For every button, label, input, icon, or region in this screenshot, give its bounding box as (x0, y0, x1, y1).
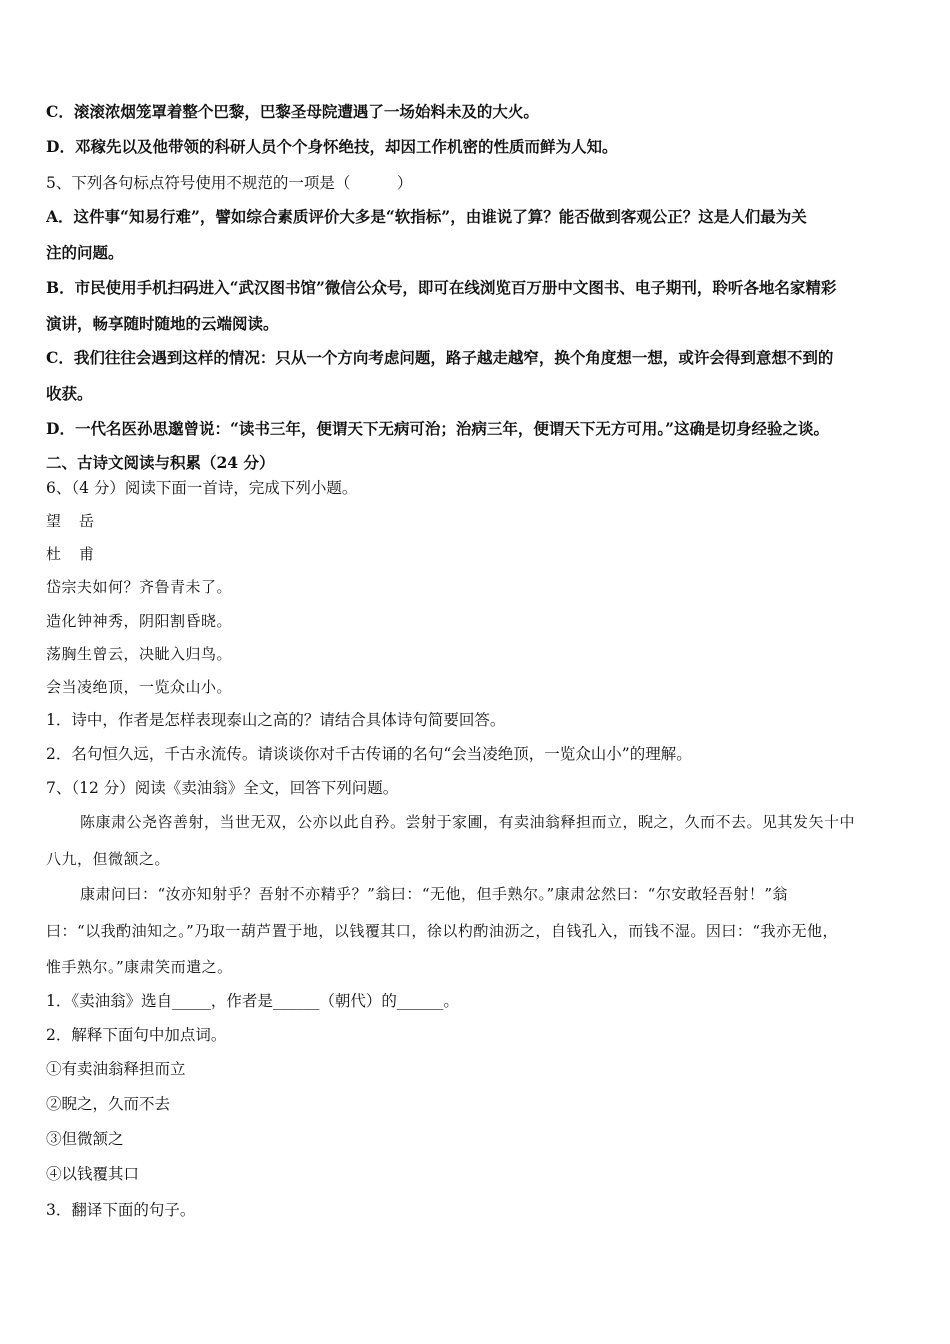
q5-option-d: D．一代名医孙思邈曾说：“读书三年，便谓天下无病可治；治病三年，便谓天下无方可用。”这确是切身经验之谈。 (46, 419, 830, 438)
q5-option-c-line2: 收获。 (46, 384, 93, 403)
q5-option-a-line2: 注的问题。 (46, 243, 124, 262)
q7-item-4: ④以钱覆其口 (46, 1165, 140, 1183)
q5-option-b-line1: B．市民使用手机扫码进入“武汉图书馆”微信公众号，即可在线浏览百万册中文图书、电子期刊，聆听各地名家精彩 (46, 278, 837, 297)
q7-passage-para2-line3: 惟手熟尔。”康肃笑而遣之。 (46, 958, 233, 976)
q7-subquestion-2: 2．解释下面句中加点词。 (46, 1026, 227, 1044)
q6-stem: 6、（4 分）阅读下面一首诗，完成下列小题。 (46, 479, 358, 497)
section2-heading: 二、古诗文阅读与积累（24 分） (46, 453, 275, 472)
q7-passage-para2-line1: 康肃问曰：“汝亦知射乎？吾射不亦精乎？”翁曰：“无他，但手熟尔。”康肃忿然曰：“尔安敢轻吾射！”翁 (80, 885, 789, 903)
q4-option-d: D．邓稼先以及他带领的科研人员个个身怀绝技，却因工作机密的性质而鲜为人知。 (46, 137, 618, 156)
q7-item-2: ②睨之，久而不去 (46, 1095, 171, 1113)
q5-option-b-line2: 演讲，畅享随时随地的云端阅读。 (46, 314, 279, 333)
q7-passage-para1-line1: 陈康肃公尧咨善射，当世无双，公亦以此自矜。尝射于家圃，有卖油翁释担而立，睨之，久而不去。见其发矢十中 (80, 813, 856, 831)
q7-passage-para2-line2: 曰：“以我酌油知之。”乃取一葫芦置于地，以钱覆其口，徐以杓酌油沥之，自钱孔入，而钱不湿。因曰：“我亦无他， (46, 922, 839, 940)
q7-item-3: ③但微颔之 (46, 1130, 124, 1148)
q5-stem: 5、下列各句标点符号使用不规范的一项是（ ） (46, 174, 413, 192)
poem-line-3: 荡胸生曾云，决眦入归鸟。 (46, 645, 233, 663)
q6-subquestion-2: 2．名句恒久远，千古永流传。请谈谈你对千古传诵的名句“会当凌绝顶，一览众山小”的理解。 (46, 745, 692, 763)
poem-line-4: 会当凌绝顶，一览众山小。 (46, 678, 233, 696)
poem-title: 望岳 (46, 512, 113, 530)
poem-line-2: 造化钟神秀，阴阳割昏晓。 (46, 612, 233, 630)
q7-subquestion-3: 3．翻译下面的句子。 (46, 1201, 196, 1219)
poem-author: 杜甫 (46, 545, 113, 563)
q7-subquestion-1: 1．《卖油翁》选自_____，作者是______（朝代）的______。 (46, 992, 459, 1010)
q5-option-a-line1: A．这件事“知易行难”，譬如综合素质评价大多是“软指标”，由谁说了算？能否做到客观公正？这是人们最为关 (46, 207, 807, 226)
q6-subquestion-1: 1．诗中，作者是怎样表现泰山之高的？请结合具体诗句简要回答。 (46, 711, 506, 729)
q7-item-1: ①有卖油翁释担而立 (46, 1060, 186, 1078)
q7-stem: 7、（12 分）阅读《卖油翁》全文，回答下列问题。 (46, 779, 399, 797)
poem-line-1: 岱宗夫如何？齐鲁青未了。 (46, 578, 233, 596)
q7-passage-para1-line2: 八九，但微颔之。 (46, 850, 171, 868)
q4-option-c: C．滚滚浓烟笼罩着整个巴黎，巴黎圣母院遭遇了一场始料未及的大火。 (46, 102, 539, 121)
q5-option-c-line1: C．我们往往会遇到这样的情况：只从一个方向考虑问题，路子越走越窄，换个角度想一想，或许会得到意想不到的 (46, 348, 834, 367)
